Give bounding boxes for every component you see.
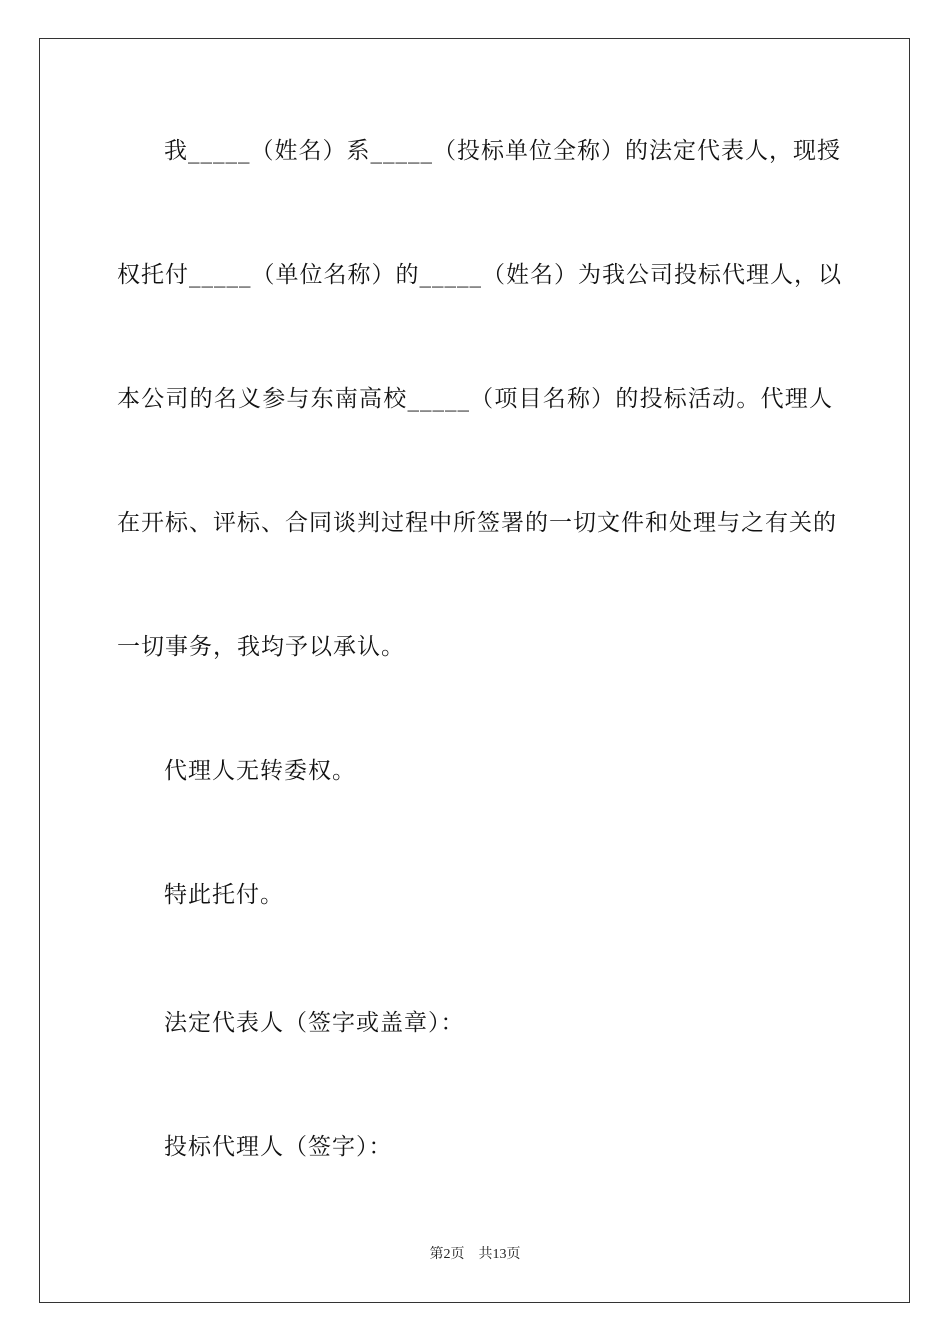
closing-statement: 特此托付。: [164, 882, 284, 908]
paragraph-line-3: 本公司的名义参与东南高校_____（项目名称）的投标活动。代理人: [117, 386, 833, 412]
page-number: 第2页 共13页: [429, 1247, 521, 1262]
page-border: [39, 38, 910, 1303]
no-delegation-statement: 代理人无转委权。: [164, 758, 356, 784]
paragraph-line-2: 权托付_____（单位名称）的_____（姓名）为我公司投标代理人，以: [117, 262, 842, 288]
paragraph-line-1: 我_____（姓名）系_____（投标单位全称）的法定代表人，现授: [164, 138, 841, 164]
legal-representative-signature-label: 法定代表人（签字或盖章）：: [164, 1010, 465, 1036]
paragraph-line-5: 一切事务，我均予以承认。: [117, 634, 405, 660]
agent-signature-label: 投标代理人（签字）：: [164, 1134, 393, 1160]
paragraph-line-4: 在开标、评标、合同谈判过程中所签署的一切文件和处理与之有关的: [117, 510, 837, 536]
